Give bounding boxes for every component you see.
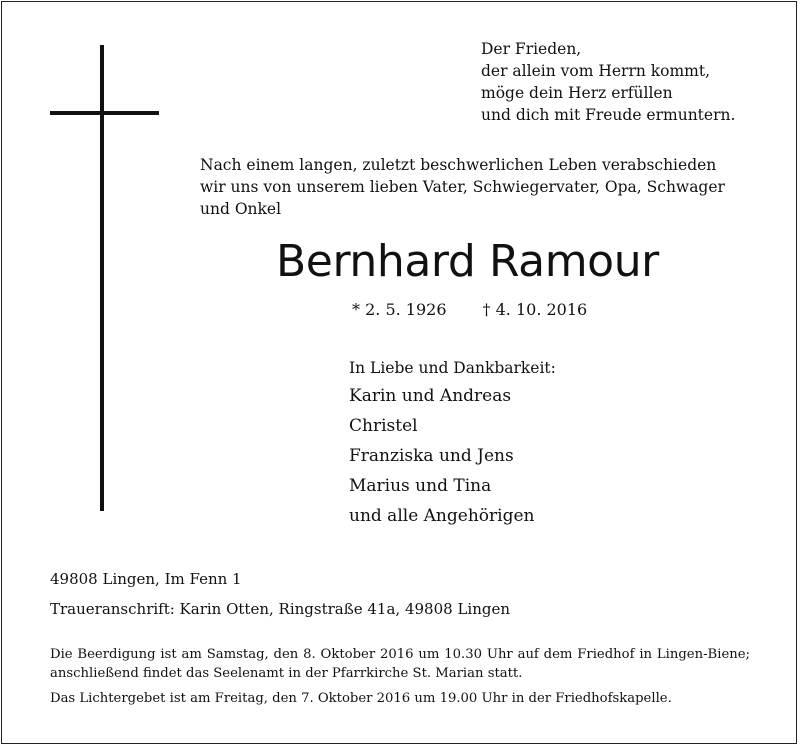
- funeral-info: Die Beerdigung ist am Samstag, den 8. Oktober 2016 um 10.30 Uhr auf dem Friedhof in Lingen-Biene; anschließend findet das Seelenamt in der Pfarrkirche St. Marian statt.: [50, 647, 750, 681]
- mourner-name: Karin und Andreas: [349, 386, 512, 406]
- mourner-name: und alle Angehörigen: [349, 506, 535, 526]
- verse-line: und dich mit Freude ermuntern.: [481, 106, 736, 124]
- birth-date: * 2. 5. 1926: [352, 300, 447, 319]
- intro-text: [200, 154, 725, 220]
- intro-line: Nach einem langen, zuletzt beschwerlichen Leben verabschieden: [200, 156, 717, 174]
- cross-horizontal-bar: [50, 111, 159, 115]
- mourners-list: [349, 355, 556, 531]
- verse-line: möge dein Herz erfüllen: [481, 84, 673, 102]
- verse-line: der allein vom Herrn kommt,: [481, 62, 711, 80]
- verse: [481, 38, 735, 126]
- death-date: † 4. 10. 2016: [482, 300, 588, 319]
- intro-line: wir uns von unserem lieben Vater, Schwiegervater, Opa, Schwager: [200, 178, 725, 196]
- funeral-notice: [50, 645, 750, 708]
- mourner-name: Franziska und Jens: [349, 446, 514, 466]
- verse-line: Der Frieden,: [481, 40, 582, 58]
- mourner-name: Christel: [349, 416, 418, 436]
- mourning-address: Traueranschrift: Karin Otten, Ringstraße 41a, 49808 Lingen: [50, 600, 510, 618]
- address-block: [50, 564, 510, 624]
- deceased-name: Bernhard Ramour: [276, 236, 659, 287]
- life-dates: [352, 298, 587, 322]
- prayer-info: Das Lichtergebet ist am Freitag, den 7. Oktober 2016 um 19.00 Uhr in der Friedhofskapelle.: [50, 691, 672, 706]
- intro-line: und Onkel: [200, 200, 282, 218]
- mourner-name: Marius und Tina: [349, 476, 492, 496]
- home-address: 49808 Lingen, Im Fenn 1: [50, 570, 242, 588]
- mourners-lead: In Liebe und Dankbarkeit:: [349, 359, 556, 377]
